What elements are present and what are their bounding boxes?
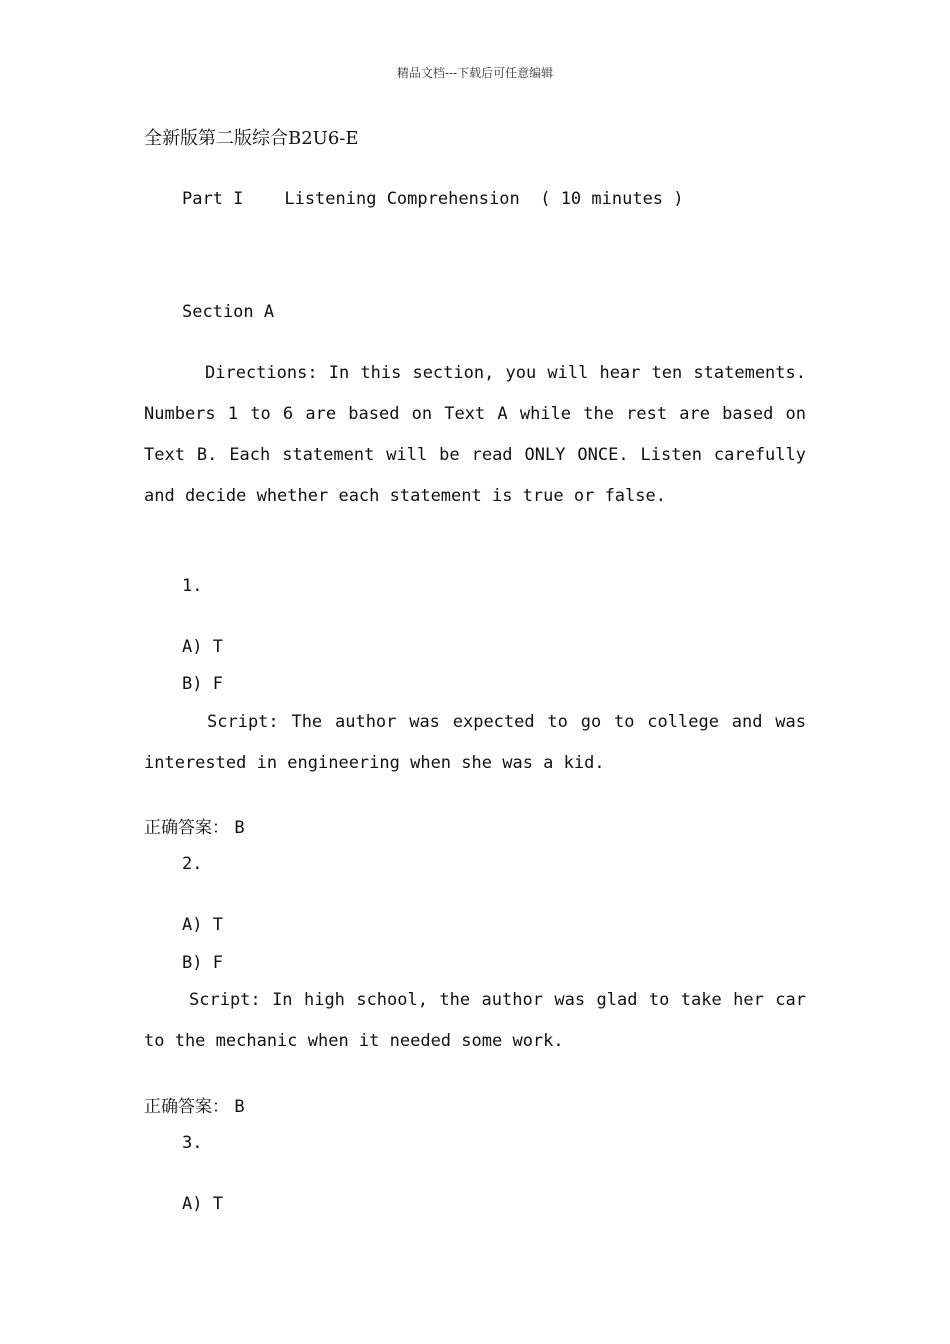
directions-paragraph: Directions: In this section, you will hear ten statements. Numbers 1 to 6 are based on Text A while the rest are based on Text B. Each statement will be read ONLY ONCE. Listen carefully and decide whether each statement is true or false. bbox=[144, 363, 806, 506]
question-1-answer-value: B bbox=[234, 818, 245, 838]
question-1-option-b[interactable]: B) F bbox=[182, 674, 223, 694]
question-1-option-a[interactable]: A) T bbox=[182, 637, 223, 657]
question-2-script: Script: In high school, the author was glad to take her car to the mechanic when it needed some work. bbox=[144, 990, 806, 1051]
question-3-number: 3. bbox=[182, 1133, 203, 1153]
question-2-option-a[interactable]: A) T bbox=[182, 915, 223, 935]
question-2-number: 2. bbox=[182, 854, 203, 874]
question-1-answer-line bbox=[144, 813, 245, 838]
question-3-option-a[interactable]: A) T bbox=[182, 1194, 223, 1214]
question-2-answer-value: B bbox=[234, 1097, 245, 1117]
document-title: 全新版第二版综合B2U6-E bbox=[144, 128, 359, 149]
page-header: 精品文档---下载后可任意编辑 bbox=[396, 66, 554, 80]
question-2-option-b[interactable]: B) F bbox=[182, 953, 223, 973]
question-1-answer-label: 正确答案： bbox=[144, 818, 229, 838]
part-heading: Part I Listening Comprehension ( 10 minutes ) bbox=[182, 189, 684, 209]
section-heading: Section A bbox=[182, 302, 275, 322]
question-2-answer-line bbox=[144, 1092, 245, 1117]
question-1-number: 1. bbox=[182, 576, 203, 596]
question-2-answer-label: 正确答案： bbox=[144, 1097, 229, 1117]
question-1-script: Script: The author was expected to go to college and was interested in engineering when she was a kid. bbox=[144, 712, 806, 773]
